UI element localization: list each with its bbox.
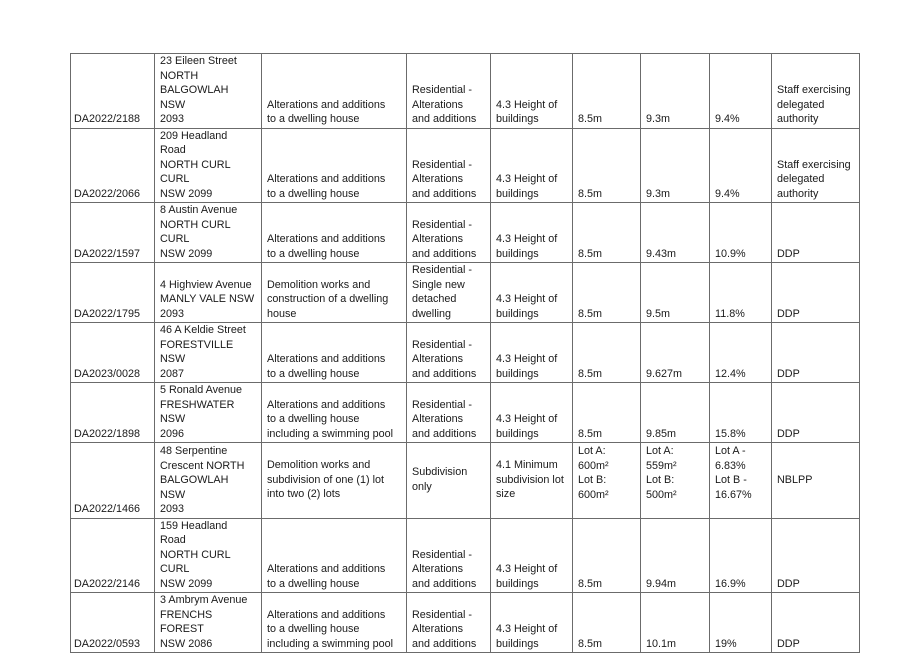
variation-cell: 10.9%	[710, 203, 772, 263]
category-cell: Subdivision only	[407, 443, 491, 519]
determined-by-cell: DDP	[772, 383, 860, 443]
da-number-cell: DA2022/1597	[71, 203, 155, 263]
description-cell: Alterations and additions to a dwelling house	[262, 54, 407, 129]
standard-cell: 4.3 Height of buildings	[491, 518, 573, 593]
category-cell: Residential - Alterations and additions	[407, 518, 491, 593]
variation-cell: 19%	[710, 593, 772, 653]
da-number-cell: DA2022/2146	[71, 518, 155, 593]
table-row	[71, 443, 860, 519]
variation-cell: Lot A - 6.83% Lot B - 16.67%	[710, 443, 772, 519]
control-cell: Lot A: 600m² Lot B: 600m²	[573, 443, 641, 519]
address-cell: 48 Serpentine Crescent NORTH BALGOWLAH NSW 2093	[155, 443, 262, 519]
da-number-cell: DA2022/0593	[71, 593, 155, 653]
standard-cell: 4.3 Height of buildings	[491, 323, 573, 383]
address-cell: 23 Eileen Street NORTH BALGOWLAH NSW 2093	[155, 54, 262, 129]
proposed-cell: 9.85m	[641, 383, 710, 443]
description-cell: Alterations and additions to a dwelling house	[262, 203, 407, 263]
category-cell: Residential - Alterations and additions	[407, 203, 491, 263]
variation-cell: 11.8%	[710, 263, 772, 323]
da-number-cell: DA2022/2066	[71, 128, 155, 203]
control-cell: 8.5m	[573, 383, 641, 443]
table-row	[71, 54, 860, 129]
proposed-cell: 9.43m	[641, 203, 710, 263]
category-cell: Residential - Single new detached dwelling	[407, 263, 491, 323]
determined-by-cell: Staff exercising delegated authority	[772, 54, 860, 129]
determined-by-cell: DDP	[772, 203, 860, 263]
address-cell: 8 Austin Avenue NORTH CURL CURL NSW 2099	[155, 203, 262, 263]
control-cell: 8.5m	[573, 518, 641, 593]
address-cell: 5 Ronald Avenue FRESHWATER NSW 2096	[155, 383, 262, 443]
variation-cell: 9.4%	[710, 128, 772, 203]
description-cell: Alterations and additions to a dwelling house	[262, 323, 407, 383]
category-cell: Residential - Alterations and additions	[407, 323, 491, 383]
determined-by-cell: DDP	[772, 323, 860, 383]
standard-cell: 4.3 Height of buildings	[491, 593, 573, 653]
determined-by-cell: DDP	[772, 593, 860, 653]
da-number-cell: DA2022/1466	[71, 443, 155, 519]
address-cell: 4 Highview Avenue MANLY VALE NSW 2093	[155, 263, 262, 323]
description-cell: Alterations and additions to a dwelling house including a swimming pool	[262, 383, 407, 443]
standard-cell: 4.3 Height of buildings	[491, 383, 573, 443]
proposed-cell: 10.1m	[641, 593, 710, 653]
da-number-cell: DA2022/1795	[71, 263, 155, 323]
variation-cell: 12.4%	[710, 323, 772, 383]
table-row	[71, 593, 860, 653]
address-cell: 46 A Keldie Street FORESTVILLE NSW 2087	[155, 323, 262, 383]
description-cell: Alterations and additions to a dwelling house including a swimming pool	[262, 593, 407, 653]
description-cell: Demolition works and construction of a dwelling house	[262, 263, 407, 323]
category-cell: Residential - Alterations and additions	[407, 128, 491, 203]
standard-cell: 4.3 Height of buildings	[491, 128, 573, 203]
category-cell: Residential - Alterations and additions	[407, 383, 491, 443]
proposed-cell: 9.3m	[641, 128, 710, 203]
address-cell: 3 Ambrym Avenue FRENCHS FOREST NSW 2086	[155, 593, 262, 653]
table-row	[71, 518, 860, 593]
control-cell: 8.5m	[573, 54, 641, 129]
variation-cell: 9.4%	[710, 54, 772, 129]
proposed-cell: Lot A: 559m² Lot B: 500m²	[641, 443, 710, 519]
category-cell: Residential - Alterations and additions	[407, 54, 491, 129]
da-number-cell: DA2022/2188	[71, 54, 155, 129]
control-cell: 8.5m	[573, 263, 641, 323]
category-cell: Residential - Alterations and additions	[407, 593, 491, 653]
table-row	[71, 128, 860, 203]
proposed-cell: 9.94m	[641, 518, 710, 593]
standard-cell: 4.3 Height of buildings	[491, 263, 573, 323]
control-cell: 8.5m	[573, 593, 641, 653]
proposed-cell: 9.3m	[641, 54, 710, 129]
table-row	[71, 323, 860, 383]
da-number-cell: DA2022/1898	[71, 383, 155, 443]
standard-cell: 4.1 Minimum subdivision lot size	[491, 443, 573, 519]
description-cell: Alterations and additions to a dwelling house	[262, 128, 407, 203]
standard-cell: 4.3 Height of buildings	[491, 203, 573, 263]
da-number-cell: DA2023/0028	[71, 323, 155, 383]
variations-register-table	[70, 53, 860, 653]
determined-by-cell: Staff exercising delegated authority	[772, 128, 860, 203]
determined-by-cell: DDP	[772, 518, 860, 593]
description-cell: Alterations and additions to a dwelling house	[262, 518, 407, 593]
table-row	[71, 383, 860, 443]
proposed-cell: 9.5m	[641, 263, 710, 323]
table-row	[71, 263, 860, 323]
determined-by-cell: NBLPP	[772, 443, 860, 519]
variation-cell: 16.9%	[710, 518, 772, 593]
address-cell: 159 Headland Road NORTH CURL CURL NSW 2099	[155, 518, 262, 593]
variation-cell: 15.8%	[710, 383, 772, 443]
standard-cell: 4.3 Height of buildings	[491, 54, 573, 129]
description-cell: Demolition works and subdivision of one (1) lot into two (2) lots	[262, 443, 407, 519]
proposed-cell: 9.627m	[641, 323, 710, 383]
control-cell: 8.5m	[573, 203, 641, 263]
table-row	[71, 203, 860, 263]
address-cell: 209 Headland Road NORTH CURL CURL NSW 2099	[155, 128, 262, 203]
control-cell: 8.5m	[573, 323, 641, 383]
control-cell: 8.5m	[573, 128, 641, 203]
determined-by-cell: DDP	[772, 263, 860, 323]
